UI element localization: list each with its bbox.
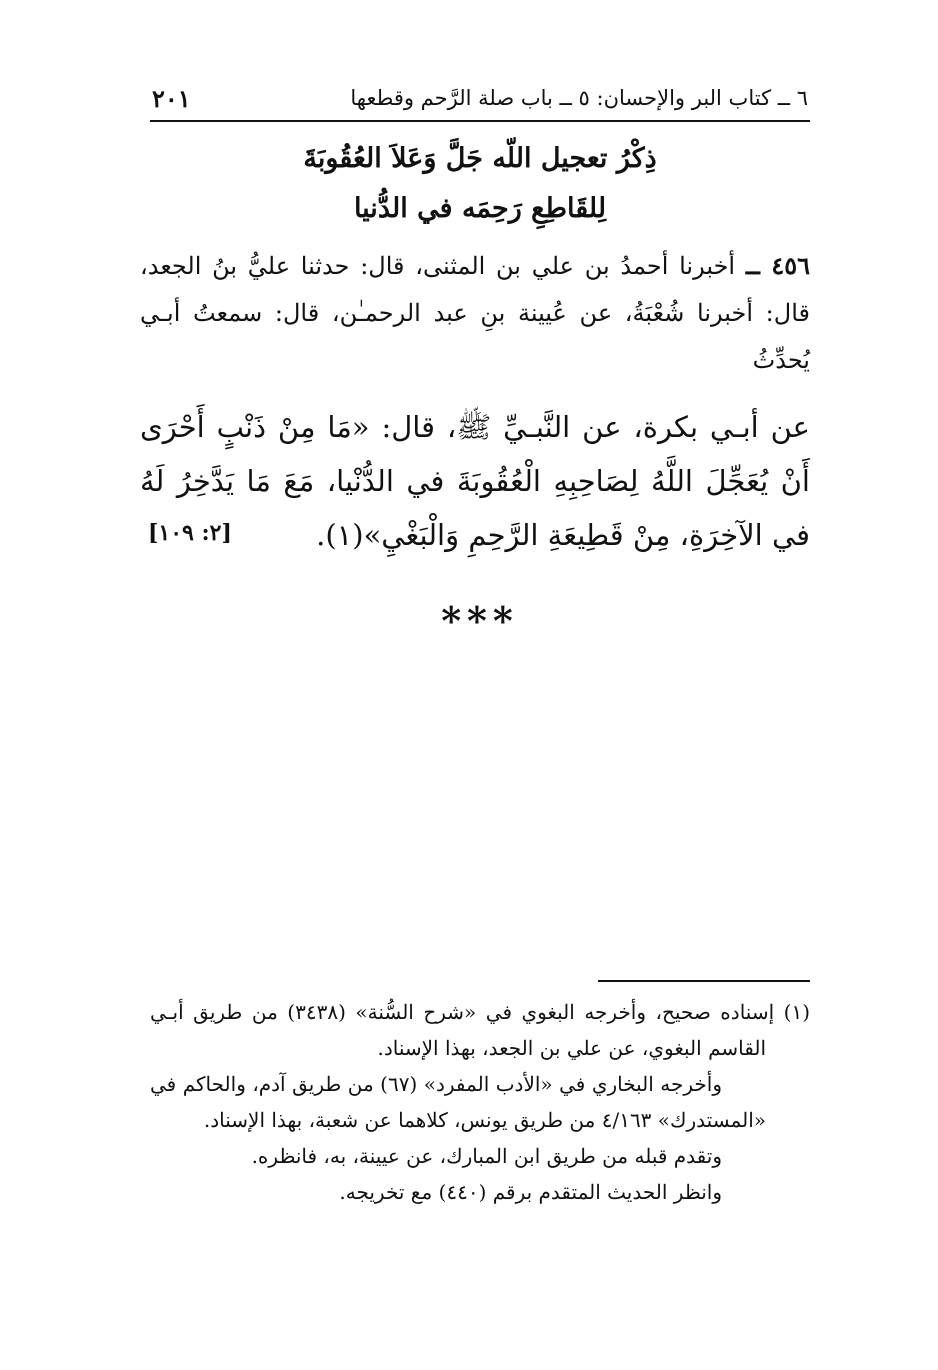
footnotes: [150, 994, 810, 1210]
chapter-title-line-1: ذِكْرُ تعجيل اللّه جَلَّ وَعَلاَ العُقُوبَةَ: [303, 143, 657, 174]
running-title: ٦ ــ كتاب البر والإحسان: ٥ ــ باب صلة الرَّحم وقطعها: [350, 86, 808, 110]
footnote-paragraph-3: وتقدم قبله من طريق ابن المبارك، عن عيينة، به، فانظره.: [251, 1144, 722, 1168]
hadith-number: ٤٥٦ ــ: [745, 251, 810, 280]
hadith-chain-text: أخبرنا أحمدُ بن علي بن المثنى، قال: حدثنا عليُّ بنُ الجعد، قال: أخبرنا شُعْبَةُ، عن عُيينة بنِ عبد الرحمـٰن، قال: سمعتُ أبـي يُحدِّثُ: [140, 252, 810, 374]
hadith-text: عن أبـي بكرة، عن النَّبـيِّ ﷺ، قال: «مَا مِنْ ذَنْبٍ أَحْرَى أَنْ يُعَجِّلَ اللَّهُ لِصَاحِبِهِ الْعُقُوبَةَ في الدُّنْيا، مَعَ مَا يَدَّخِرُ لَهُ في الآخِرَةِ، مِنْ قَطِيعَةِ الرَّحِمِ وَالْبَغْيِ»(١).: [140, 410, 810, 552]
footnote-1: (١) إسناده صحيح، وأخرجه البغوي في «شرح السُّنة» (٣٤٣٨) من طريق أبـي القاسم البغوي، عن علي بن الجعد، بهذا الإسناد.: [150, 1000, 811, 1060]
footnote-rule: [598, 980, 810, 982]
footnote-paragraph-4: وانظر الحديث المتقدم برقم (٤٤٠) مع تخريجه.: [339, 1180, 722, 1204]
footnote-paragraph-2: وأخرجه البخاري في «الأدب المفرد» (٦٧) من طريق آدم، والحاكم في «المستدرك» ٤/١٦٣ من طريق يونس، كلاهما عن شعبة، بهذا الإسناد.: [150, 1072, 766, 1132]
hadith-chain: [140, 242, 810, 384]
hadith-reference: [٢: ١٠٩]: [148, 520, 232, 546]
running-header: [150, 82, 808, 118]
chapter-title-line-2: لِلقَاطِعِ رَحِمَه في الدُّنيا: [353, 193, 607, 224]
header-rule: [150, 120, 810, 122]
page-number: ٢٠١: [152, 84, 191, 113]
section-divider: ***: [441, 598, 519, 643]
chapter-title: [150, 134, 810, 234]
